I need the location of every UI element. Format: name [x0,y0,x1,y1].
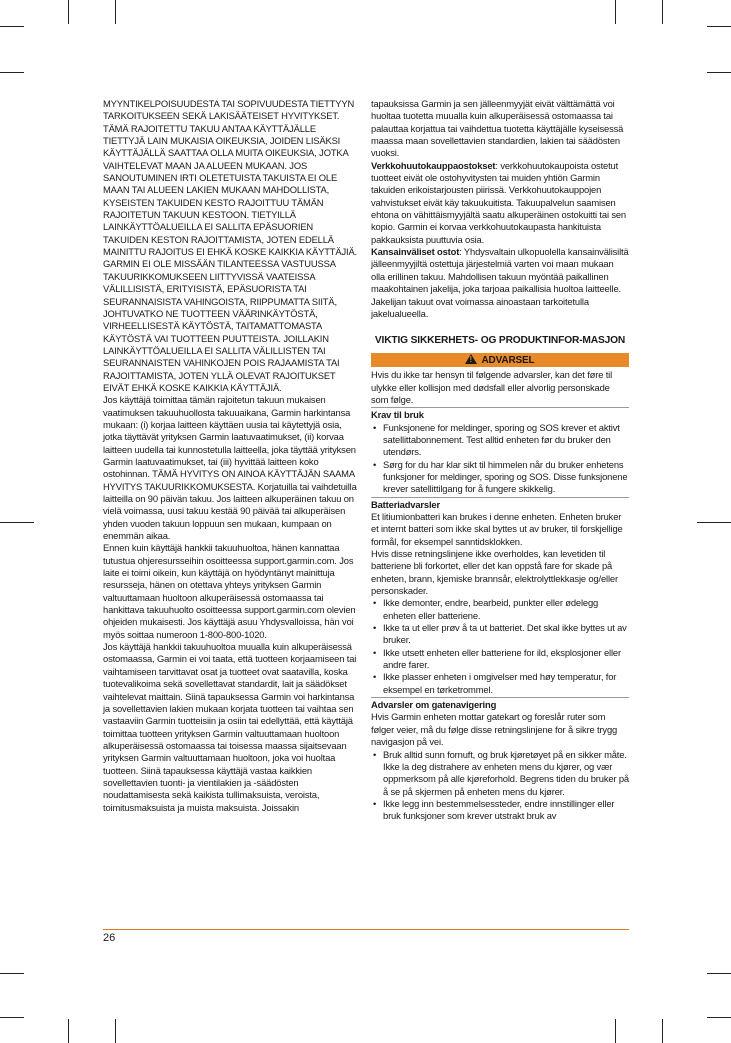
warning-label: ADVARSEL [481,355,535,367]
intl-text: : Yhdysvaltain ulkopuolella kansainvälisiltä jälleenmyyjiltä ostettuja järjestelmiä varten voi maan mukaan olla erillinen takuu. Mahdollisen takuun myöntää paikallinen maakohtainen jakelija, joka tarjoaa paikallisia huoltoa laitteelle. Jakelijan takuut ovat voimassa ainoastaan tarkoitetulla jakelualueella. [371,246,629,319]
crop-mark [68,0,69,24]
section-heading: VIKTIG SIKKERHETS- OG PRODUKTINFOR-MASJON [374,335,626,347]
warning-triangle-icon [465,354,477,364]
warning-text: Hvis du ikke tar hensyn til følgende advarsler, kan det føre til ulykke eller kollisjon med dødsfall eller alvorlig personskade som følge. [371,369,613,405]
subheading: Krav til bruk [371,407,629,421]
paragraph: Jos käyttäjä toimittaa tämän rajoitetun takuun mukaisen vaatimuksen takuuhuollosta takuuaikana, Garmin harkintansa mukaan: (i) korjaa laitteen käyttäen uusia tai käytettyjä osia, jotka täyttävät yrityksen Garmin laatuvaatimukset, (ii) korvaa laitteen uudella tai kunnostetulla laitteella, joka täyttää yrityksen Garmin laatuvaatimukset, tai (iii) hyvittää laitteen koko ostohinnan. TÄMÄ HYVITYS ON AINOA KÄYTTÄJÄN SAAMA HYVITYS TAKUURIKKOMUKSESTA. Korjatuilla tai vaihdetuilla laitteilla on 90 päivän takuu. Jos laitteen alkuperäinen takuu on vielä voimassa, uusi takuu kestää 90 päivää tai alkuperäisen yhden vuoden takuun loppuun sen mukaan, kumpaan on enemmän aikaa. [103,394,357,542]
crop-mark [0,522,34,523]
list-item: • Ikke ta ut eller prøv å ta ut batteriet. Det skal ikke byttes ut av bruker. [371,622,629,647]
list-item: • Ikke plasser enheten i omgivelser med høy temperatur, for eksempel en tørketrommel. [371,671,629,696]
retail-label: Verkkohuutokauppaostokset [371,159,496,171]
paragraph [371,246,629,320]
subheading: Advarsler om gatenavigering [371,697,629,711]
page-number: 26 [103,932,116,944]
crop-mark [0,1017,24,1018]
crop-mark [707,1017,731,1018]
list-item: • Sørg for du har klar sikt til himmelen når du bruker enhetens funksjoner for meldinger, sporing og SOS. Disse funksjonene krever satellittilgang for å fungere skikkelig. [371,459,629,496]
paragraph: GARMIN EI OLE MISSÄÄN TILANTEESSA VASTUUSSA TAKUURIKKOMUKSEEN LIITTYVISSÄ VAATEISSA VÄLILLISISTÄ, ERITYISISTÄ, EPÄSUORISTA TAI SEURANNAISISTA VAHINGOISTA, RIIPPUMATTA SIITÄ, JOHTUVATKO NE TUOTTEEN VÄÄRINKÄYTÖSTÄ, VIRHEELLISESTÄ KÄYTÖSTÄ, TAITAMATTOMASTA KÄYTÖSTÄ VAI TUOTTEEN PUUTTEISTA. JOILLAKIN LAINKÄYTTÖALUEILLA EI SALLITA VÄLILLISTEN TAI SEURANNAISTEN VAHINKOJEN POIS RAJAAMISTA TAI RAJOITTAMISTA, JOTEN YLLÄ OLEVAT RAJOITUKSET EIVÄT EHKÄ KOSKE KAIKKIA KÄYTTÄJIÄ. [103,258,340,393]
crop-mark [707,72,731,73]
paragraph: Ennen kuin käyttäjä hankkii takuuhuoltoa, hänen kannattaa tutustua ohjeresursseihin osoitteessa support.garmin.com. Jos laite ei toimi oikein, kun käyttäjä on hyödyntänyt mainittuja resursseja, hänen on otettava yhteys yrityksen Garmin valtuuttamaan huoltoon alkuperäisessä ostomaassa tai hankittava takuuhuolto osoitteessa support.garmin.com olevien ohjeiden mukaisesti. Jos käyttäjä asuu Yhdysvalloissa, hän voi myös soittaa numeroon 1-800-800-1020. [103,542,356,640]
bullet-list [371,597,629,696]
paragraph: Hvis Garmin enheten mottar gatekart og foreslår ruter som følger veier, må du følge disse retningslinjene for å sikre trygg navigasjon på vei. [371,711,618,748]
list-item: • Ikke legg inn bestemmelsessteder, endre innstillinger eller bruk funksjoner som krever utstrakt bruk av [371,798,629,823]
bullet-list [371,749,629,823]
crop-mark [707,26,731,27]
subheading: Batteriadvarsler [371,497,629,511]
retail-text: : verkkohuutokaupoista ostetut tuotteet eivät ole ostohyvitysten tai muiden yhtiön Garmin takuiden erikoistarjousten piirissä. Verkkohuutokauppojen vahvistukset eivät käy takuukuitista. Takuupalvelun saamisen ehtona on vähittäismyyjältä saatu alkuperäinen ostokuitti tai sen kopio. Garmin ei korvaa verkkohuutokaupasta hankituista pakkauksista puuttuvia osia. [371,159,626,245]
crop-mark [68,1019,69,1043]
paragraph: tapauksissa Garmin ja sen jälleenmyyjät eivät välttämättä voi huoltaa tuotetta muualla kuin alkuperäisessä ostomaassa tai palauttaa korjattua tai vaihdettua tuotetta käyttäjälle kyseisessä maassa maan sovellettavien standardien, lakien tai säädösten vuoksi. [371,98,624,159]
crop-mark [707,973,731,974]
paragraph: Hvis disse retningslinjene ikke overholdes, kan levetiden til batteriene bli forkortet, eller det kan oppstå fare for skade på enheten, brann, kjemiske brannsår, elektrolyttlekkasje og/eller personskader. [371,548,618,597]
crop-mark [115,0,116,24]
crop-mark [615,1019,616,1043]
right-column [371,98,629,823]
footer-rule [103,929,629,930]
list-item: • Ikke demonter, endre, bearbeid, punkter eller ødelegg enheten eller batteriene. [371,597,629,622]
crop-mark [115,1019,116,1043]
paragraph: MYYNTIKELPOISUUDESTA TAI SOPIVUUDESTA TIETTYYN TARKOITUKSEEN SEKÄ LAKISÄÄTEISET HYVITYKSET. TÄMÄ RAJOITETTU TAKUU ANTAA KÄYTTÄJÄLLE TIETTYJÄ LAIN MUKAISIA OIKEUKSIA, JOIDEN LISÄKSI KÄYTTÄJÄLLÄ SAATTAA OLLA MUITA OIKEUKSIA, JOTKA VAIHTELEVAT MAAN JA ALUEEN MUKAAN. JOS SANOUTUMINEN IRTI OLETETUISTA TAKUISTA EI OLE MAAN TAI ALUEEN LAKIEN MUKAAN MAHDOLLISTA, KYSEISTEN TAKUIDEN KESTO RAJOITTUU TÄMÄN RAJOITETUN TAKUUN KESTOON. TIETYILLÄ LAINKÄYTTÖALUEILLA EI SALLITA EPÄSUORIEN TAKUIDEN KESTON RAJOITTAMISTA, JOTEN EDELLÄ MAINITTU RAJOITUS EI EHKÄ KOSKE KAIKKIA KÄYTTÄJIÄ. [103,98,358,258]
list-item: • Bruk alltid sunn fornuft, og bruk kjøretøyet på en sikker måte. Ikke la deg distrahere av enheten mens du kjører, og vær oppmerksom på alle kjøreforhold. Begrens tiden du bruker på å se på skjermen på enheten mens du kjører. [371,749,629,798]
list-item: • Ikke utsett enheten eller batteriene for ild, eksplosjoner eller andre farer. [371,647,629,672]
crop-mark [0,973,24,974]
left-column [103,98,357,814]
paragraph: Et litiumionbatteri kan brukes i denne enheten. Enheten bruker et internt batteri som ikke skal byttes ut av bruker, til forskjellige formål, for eksempel sanntidsklokken. [371,510,623,547]
paragraph [371,160,629,246]
crop-mark [0,26,24,27]
intl-label: Kansainväliset ostot [371,246,460,258]
crop-mark [697,522,731,523]
crop-mark [0,72,24,73]
paragraph: Jos käyttäjä hankkii takuuhuoltoa muualla kuin alkuperäisessä ostomaassa, Garmin ei voi taata, että tuotteen korjaamiseen tai vaihtamiseen tarvittavat osat ja tuotteet ovat saatavilla, koska tuotevalikoima sekä sovellettavat standardit, lait ja säädökset vaihtelevat maittain. Siinä tapauksessa Garmin voi harkintansa ja sovellettavien lakien mukaan korjata tuotteen tai vaihtaa sen vastaaviin Garmin tuotteisiin ja osiin tai edellyttää, että käyttäjä toimittaa tuotteen yrityksen Garmin valtuuttamaan huoltoon alkuperäisessä ostomaassa tai toisessa maassa sijaitsevaan yrityksen Garmin valtuuttamaan huoltoon, joka voi huoltaa tuotteen. Siinä tapauksessa käyttäjä vastaa kaikkien sovellettavien tuonti- ja vientilakien ja -säädösten noudattamisesta sekä kaikista tullimaksuista, veroista, toimitusmaksuista ja muista maksuista. Joissakin [103,641,357,813]
warning-banner [371,353,629,367]
list-item: • Funksjonene for meldinger, sporing og SOS krever et aktivt satellittabonnement. Test alltid enheten før du bruker den utendørs. [371,422,629,459]
crop-mark [615,0,616,24]
bullet-list [371,422,629,496]
crop-mark [662,1019,663,1043]
crop-mark [662,0,663,24]
